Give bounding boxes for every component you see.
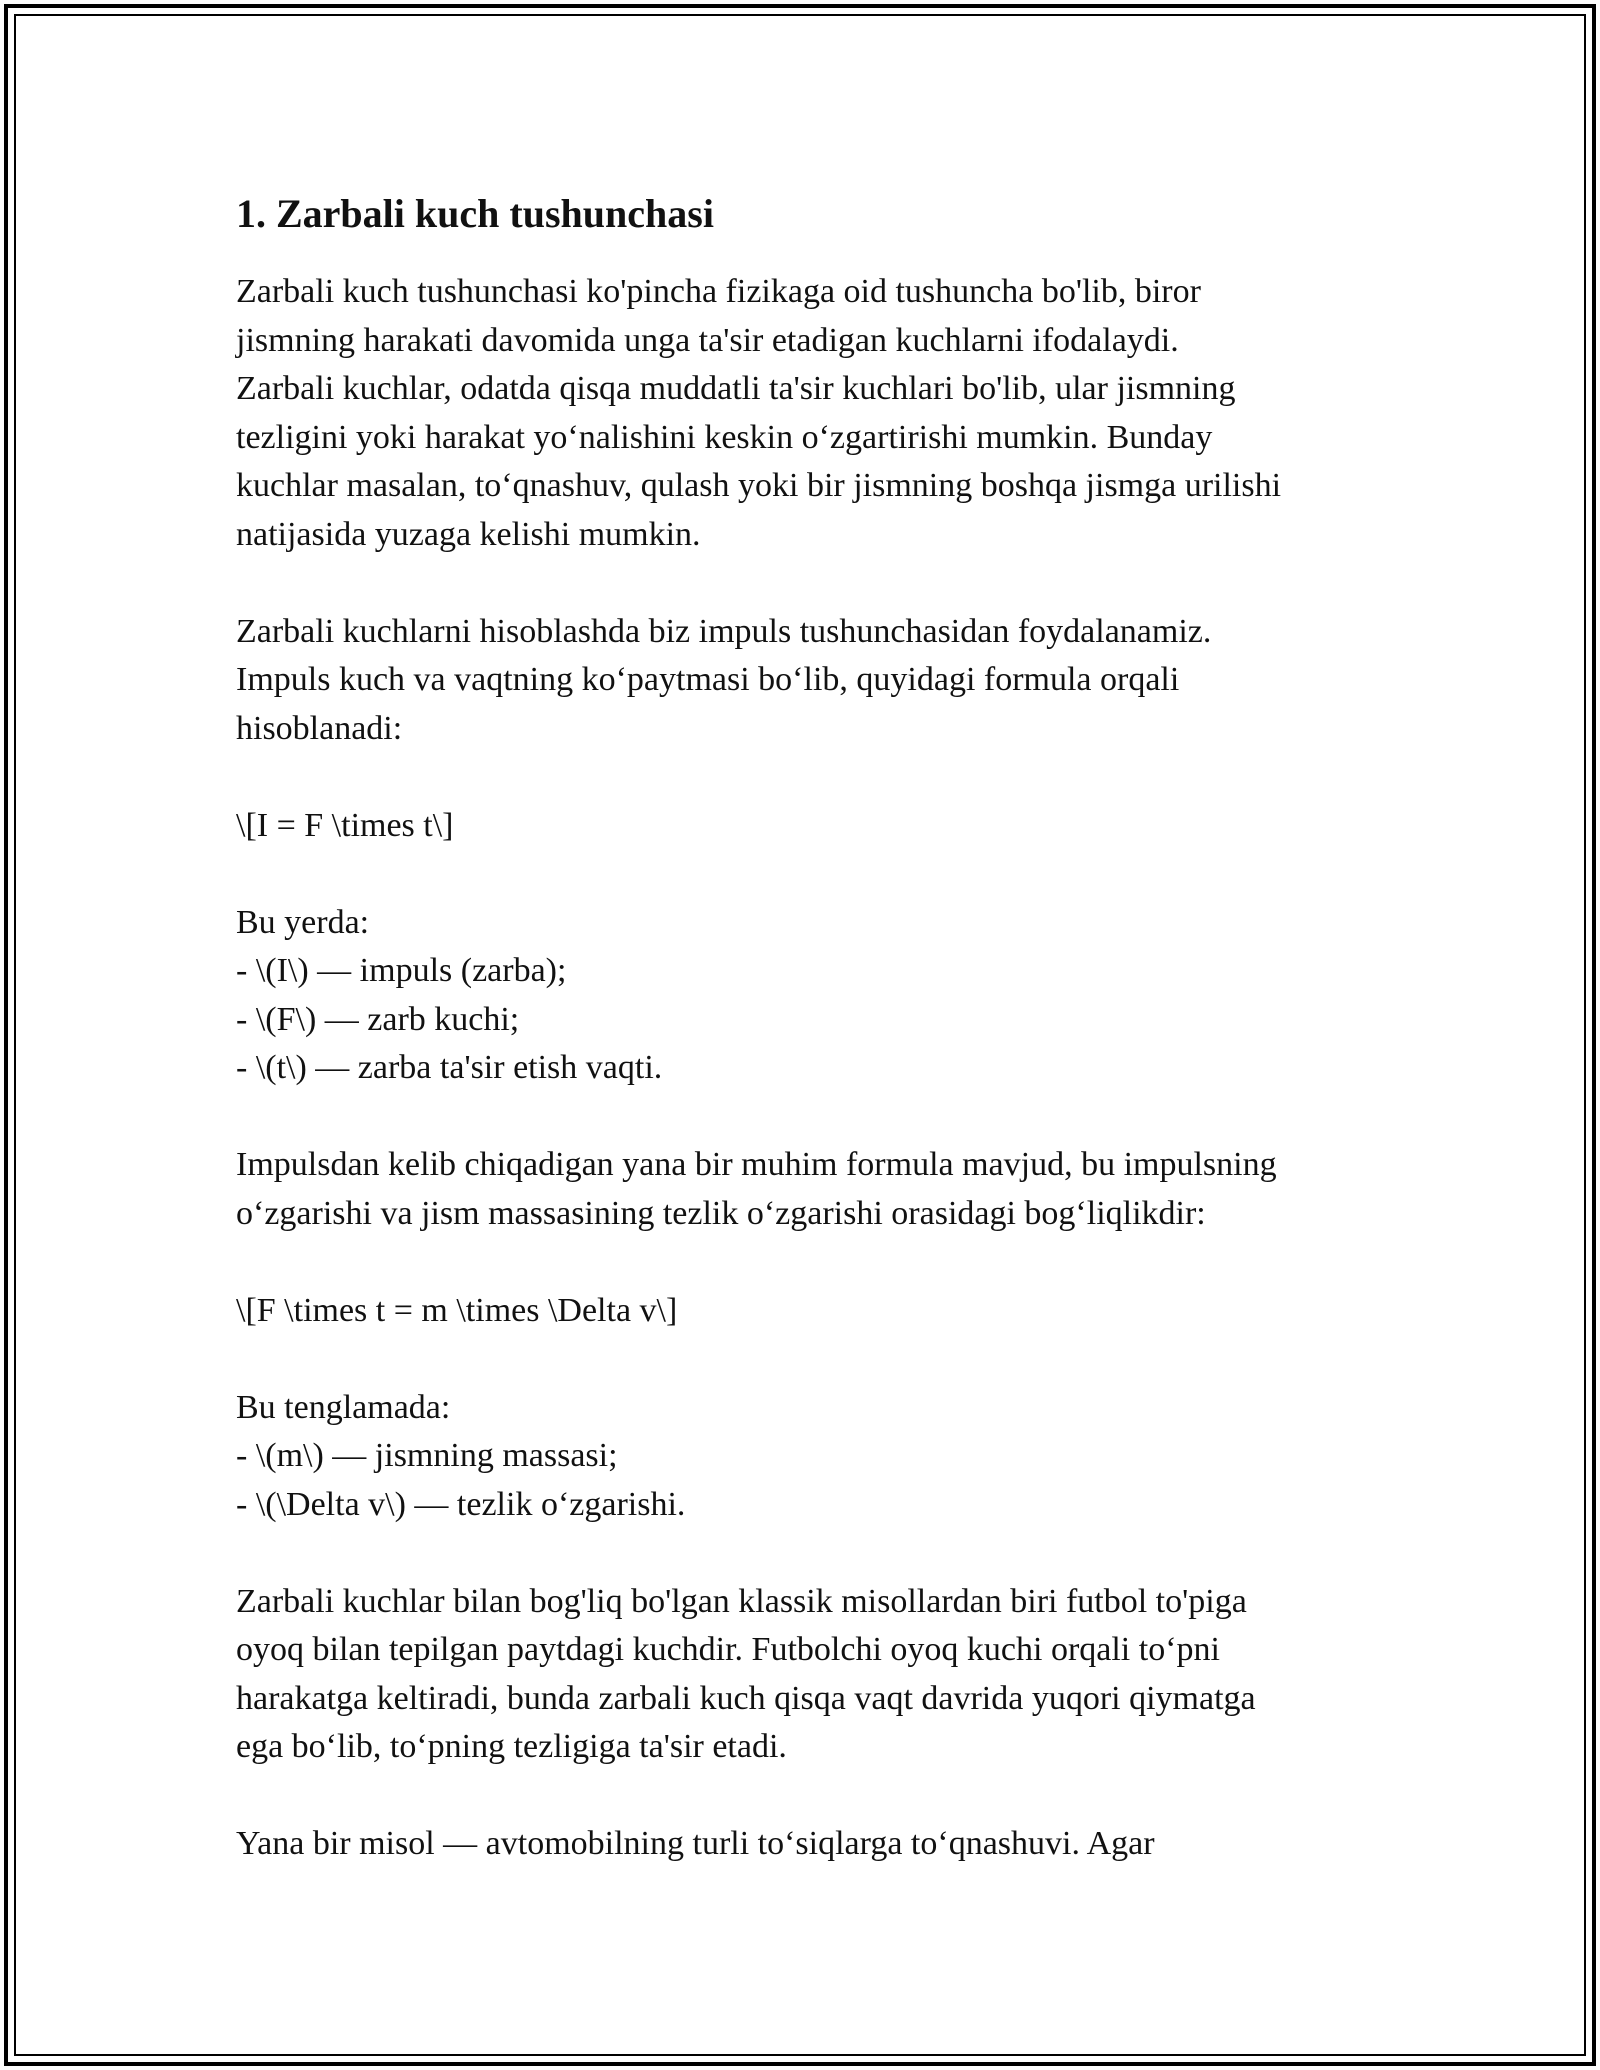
text-line: tezligini yoki harakat yo‘nalishini keskin o‘zgartirishi mumkin. Bunday	[236, 418, 1213, 456]
paragraph-football	[236, 1578, 1386, 1772]
paragraph-intro	[236, 268, 1386, 559]
text-line: natijasida yuzaga kelishi mumkin.	[236, 515, 701, 553]
document-body	[236, 186, 1386, 1869]
text-line: Yana bir misol — avtomobilning turli to‘siqlarga to‘qnashuvi. Agar	[236, 1825, 1155, 1862]
paragraph-momentum	[236, 1141, 1386, 1238]
text-line: harakatga keltiradi, bunda zarbali kuch qisqa vaqt davrida yuqori qiymatga	[236, 1679, 1256, 1717]
text-line: kuchlar masalan, to‘qnashuv, qulash yoki bir jismning boshqa jismga urilishi	[236, 467, 1282, 504]
legend-item: - \(F\) — zarb kuchi;	[236, 1000, 520, 1038]
text-line: Impulsdan kelib chiqadigan yana bir muhim formula mavjud, bu impulsning	[236, 1146, 1277, 1183]
text-line: ega bo‘lib, to‘pning tezligiga ta'sir etadi.	[236, 1728, 787, 1765]
paragraph-car	[236, 1820, 1386, 1869]
text-line: jismning harakati davomida unga ta'sir etadigan kuchlarni ifodalaydi.	[236, 321, 1179, 359]
text-line: Zarbali kuchlar, odatda qisqa muddatli ta'sir kuchlari bo'lib, ular jismning	[236, 370, 1236, 407]
text-line: Zarbali kuch tushunchasi ko'pincha fizikaga oid tushuncha bo'lib, biror	[236, 273, 1201, 310]
legend-impulse	[236, 899, 1386, 1093]
text-line: Impuls kuch va vaqtning ko‘paytmasi bo‘lib, quyidagi formula orqali	[236, 661, 1180, 698]
paragraph-impulse	[236, 608, 1386, 754]
text-line: Zarbali kuchlar bilan bog'liq bo'lgan klassik misollardan biri futbol to'piga	[236, 1582, 1247, 1620]
legend-intro: Bu yerda:	[236, 903, 370, 941]
legend-item: - \(t\) — zarba ta'sir etish vaqti.	[236, 1049, 663, 1086]
text-line: oyoq bilan tepilgan paytdagi kuchdir. Futbolchi oyoq kuchi orqali to‘pni	[236, 1631, 1220, 1668]
text-line: o‘zgarishi va jism massasining tezlik o‘zgarishi orasidagi bog‘liqlikdir:	[236, 1194, 1206, 1232]
legend-intro: Bu tenglamada:	[236, 1388, 451, 1426]
formula-impulse: \[I = F \times t\]	[236, 806, 454, 844]
text-line: Zarbali kuchlarni hisoblashda biz impuls tushunchasidan foydalanamiz.	[236, 612, 1212, 650]
legend-item: - \(m\) — jismning massasi;	[236, 1437, 618, 1474]
legend-item: - \(I\) — impuls (zarba);	[236, 952, 567, 989]
section-heading: 1. Zarbali kuch tushunchasi	[236, 191, 714, 236]
formula-momentum: \[F \times t = m \times \Delta v\]	[236, 1291, 678, 1329]
legend-momentum	[236, 1384, 1386, 1530]
text-line: hisoblanadi:	[236, 709, 403, 747]
legend-item: - \(\Delta v\) — tezlik o‘zgarishi.	[236, 1485, 686, 1523]
